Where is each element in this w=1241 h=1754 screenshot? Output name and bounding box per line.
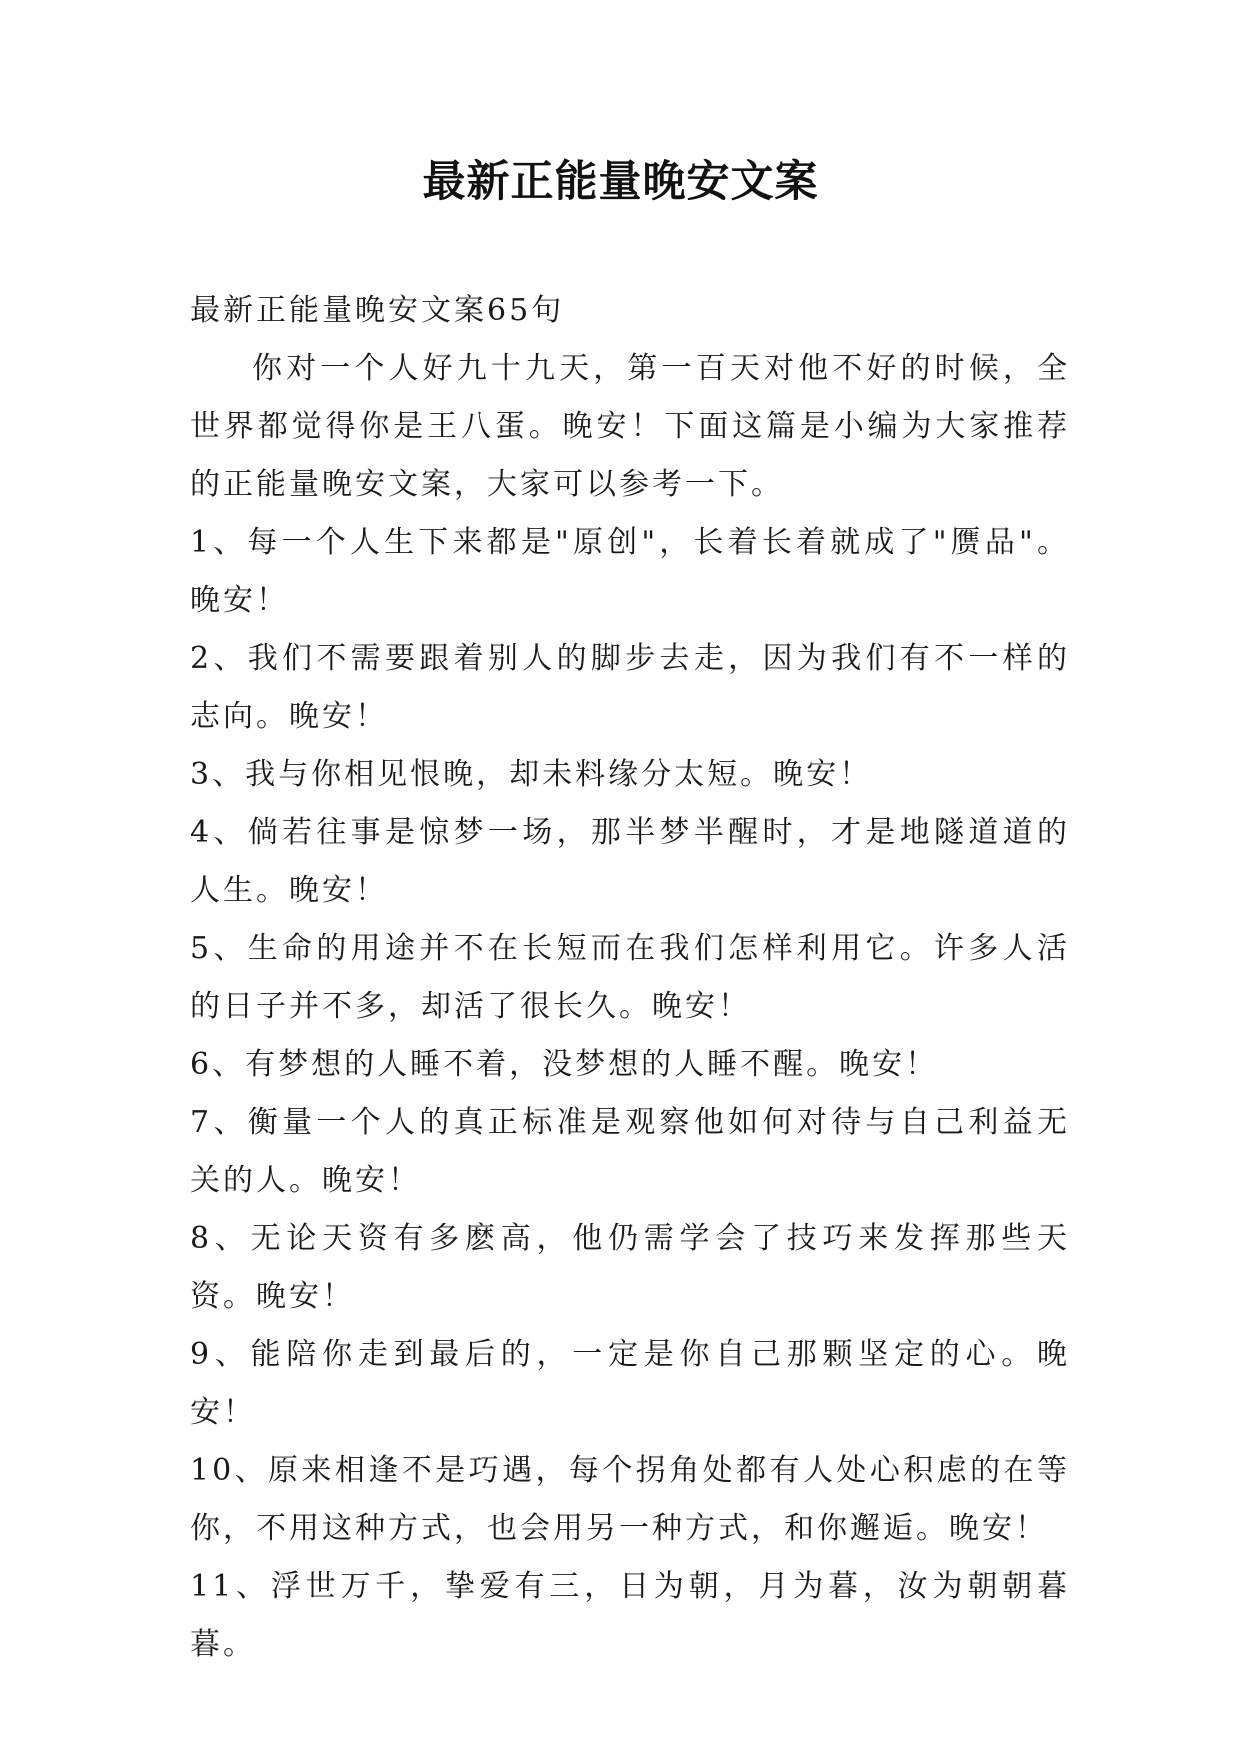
list-item: 8、无论天资有多麽高，他仍需学会了技巧来发挥那些天资。晚安！ <box>190 1221 1070 1314</box>
list-item: 4、倘若往事是惊梦一场，那半梦半醒时，才是地隧道道的人生。晚安！ <box>190 815 1070 908</box>
intro-paragraph: 你对一个人好九十九天，第一百天对他不好的时候，全世界都觉得你是王八蛋。晚安！下面这篇是小编为大家推荐的正能量晚安文案，大家可以参考一下。 <box>190 351 1070 502</box>
list-item: 3、我与你相见恨晚，却未料缘分太短。晚安！ <box>190 757 873 792</box>
document-body <box>190 282 1070 1674</box>
list-item: 10、原来相逢不是巧遇，每个拐角处都有人处心积虑的在等你，不用这种方式，也会用另一种方式，和你邂逅。晚安！ <box>190 1453 1070 1546</box>
document-title: 最新正能量晚安文案 <box>422 157 819 207</box>
list-item: 9、能陪你走到最后的，一定是你自己那颗坚定的心。晚安！ <box>190 1337 1070 1430</box>
list-item: 5、生命的用途并不在长短而在我们怎样利用它。许多人活的日子并不多，却活了很长久。晚安！ <box>190 931 1070 1024</box>
list-item: 2、我们不需要跟着别人的脚步去走，因为我们有不一样的志向。晚安！ <box>190 641 1070 734</box>
list-item: 7、衡量一个人的真正标准是观察他如何对待与自己利益无关的人。晚安！ <box>190 1105 1070 1198</box>
list-item: 11、浮世万千，挚爱有三，日为朝，月为暮，汝为朝朝暮暮。 <box>190 1569 1070 1662</box>
list-item: 1、每一个人生下来都是"原创"，长着长着就成了"赝品"。晚安！ <box>190 525 1070 618</box>
document-subtitle: 最新正能量晚安文案65句 <box>190 293 565 328</box>
list-item: 6、有梦想的人睡不着，没梦想的人睡不醒。晚安！ <box>190 1047 939 1082</box>
